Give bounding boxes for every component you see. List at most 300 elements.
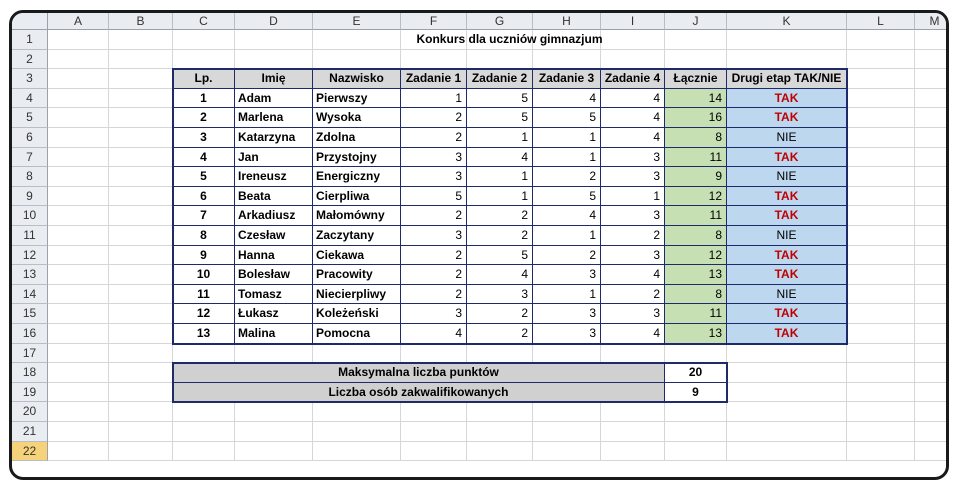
row-header-8[interactable]: 8 [12, 167, 48, 187]
grid-cell[interactable] [915, 89, 949, 109]
task4-score-cell[interactable]: 3 [601, 246, 665, 266]
task4-score-cell[interactable]: 2 [601, 285, 665, 305]
grid-cell[interactable] [313, 442, 401, 462]
grid-cell[interactable] [48, 324, 109, 344]
grid-cell[interactable] [401, 50, 467, 70]
lp-cell[interactable]: 5 [173, 167, 235, 187]
grid-cell[interactable] [48, 148, 109, 168]
task3-score-cell[interactable]: 1 [533, 148, 601, 168]
grid-cell[interactable] [915, 128, 949, 148]
select-all-corner[interactable] [12, 13, 48, 30]
grid-cell[interactable] [109, 226, 173, 246]
grid-cell[interactable] [235, 50, 313, 70]
total-score-cell[interactable]: 9 [665, 167, 727, 187]
column-header-c[interactable]: C [173, 13, 235, 30]
task1-score-cell[interactable]: 2 [401, 265, 467, 285]
row-header-5[interactable]: 5 [12, 108, 48, 128]
grid-cell[interactable] [48, 246, 109, 266]
grid-cell[interactable] [915, 187, 949, 207]
grid-cell[interactable] [109, 265, 173, 285]
task1-score-cell[interactable]: 1 [401, 89, 467, 109]
grid-cell[interactable] [48, 50, 109, 70]
grid-cell[interactable] [847, 344, 915, 364]
grid-cell[interactable] [109, 402, 173, 422]
task3-score-cell[interactable]: 4 [533, 206, 601, 226]
grid-cell[interactable] [847, 383, 915, 403]
row-header-17[interactable]: 17 [12, 344, 48, 364]
total-score-cell[interactable]: 16 [665, 108, 727, 128]
grid-cell[interactable] [915, 50, 949, 70]
grid-cell[interactable] [313, 402, 401, 422]
total-score-cell[interactable]: 14 [665, 89, 727, 109]
task3-score-cell[interactable]: 1 [533, 128, 601, 148]
lp-cell[interactable]: 8 [173, 226, 235, 246]
grid-cell[interactable] [109, 108, 173, 128]
table-header-cell[interactable]: Zadanie 3 [533, 69, 601, 89]
task2-score-cell[interactable]: 5 [467, 246, 533, 266]
total-score-cell[interactable]: 12 [665, 246, 727, 266]
last-name-cell[interactable]: Pomocna [313, 324, 401, 344]
task2-score-cell[interactable]: 1 [467, 128, 533, 148]
task2-score-cell[interactable]: 3 [467, 285, 533, 305]
grid-cell[interactable] [533, 402, 601, 422]
grid-cell[interactable] [235, 442, 313, 462]
task2-score-cell[interactable]: 1 [467, 167, 533, 187]
grid-cell[interactable] [48, 344, 109, 364]
row-header-21[interactable]: 21 [12, 422, 48, 442]
qualification-cell[interactable]: NIE [727, 128, 847, 148]
last-name-cell[interactable]: Małomówny [313, 206, 401, 226]
grid-cell[interactable] [727, 402, 847, 422]
first-name-cell[interactable]: Adam [235, 89, 313, 109]
task1-score-cell[interactable]: 2 [401, 128, 467, 148]
column-header-a[interactable]: A [48, 13, 109, 30]
first-name-cell[interactable]: Ireneusz [235, 167, 313, 187]
task1-score-cell[interactable]: 4 [401, 324, 467, 344]
grid-cell[interactable] [533, 442, 601, 462]
row-header-16[interactable]: 16 [12, 324, 48, 344]
grid-cell[interactable] [109, 383, 173, 403]
grid-cell[interactable] [847, 108, 915, 128]
lp-cell[interactable]: 13 [173, 324, 235, 344]
grid-cell[interactable] [601, 344, 665, 364]
grid-cell[interactable] [109, 89, 173, 109]
summary-value[interactable]: 20 [665, 363, 727, 383]
grid-cell[interactable] [847, 167, 915, 187]
grid-cell[interactable] [847, 148, 915, 168]
task2-score-cell[interactable]: 5 [467, 89, 533, 109]
last-name-cell[interactable]: Energiczny [313, 167, 401, 187]
grid-cell[interactable] [915, 442, 949, 462]
task3-score-cell[interactable]: 5 [533, 187, 601, 207]
task2-score-cell[interactable]: 5 [467, 108, 533, 128]
qualification-cell[interactable]: NIE [727, 226, 847, 246]
grid-cell[interactable] [915, 167, 949, 187]
qualification-cell[interactable]: TAK [727, 148, 847, 168]
task1-score-cell[interactable]: 3 [401, 148, 467, 168]
grid-cell[interactable] [401, 402, 467, 422]
grid-cell[interactable] [601, 422, 665, 442]
table-header-cell[interactable]: Zadanie 4 [601, 69, 665, 89]
row-header-2[interactable]: 2 [12, 50, 48, 70]
task2-score-cell[interactable]: 2 [467, 206, 533, 226]
last-name-cell[interactable]: Ciekawa [313, 246, 401, 266]
grid-cell[interactable] [915, 422, 949, 442]
row-header-6[interactable]: 6 [12, 128, 48, 148]
total-score-cell[interactable]: 8 [665, 128, 727, 148]
grid-cell[interactable] [401, 422, 467, 442]
grid-cell[interactable] [847, 246, 915, 266]
grid-cell[interactable] [109, 363, 173, 383]
grid-cell[interactable] [915, 324, 949, 344]
grid-cell[interactable] [109, 304, 173, 324]
task1-score-cell[interactable]: 2 [401, 108, 467, 128]
grid-cell[interactable] [727, 50, 847, 70]
task3-score-cell[interactable]: 1 [533, 226, 601, 246]
column-header-f[interactable]: F [401, 13, 467, 30]
grid-cell[interactable] [48, 265, 109, 285]
grid-cell[interactable] [847, 442, 915, 462]
task3-score-cell[interactable]: 5 [533, 108, 601, 128]
grid-cell[interactable] [915, 69, 949, 89]
row-header-9[interactable]: 9 [12, 187, 48, 207]
total-score-cell[interactable]: 8 [665, 226, 727, 246]
grid-cell[interactable] [727, 442, 847, 462]
grid-cell[interactable] [235, 402, 313, 422]
row-header-10[interactable]: 10 [12, 206, 48, 226]
table-header-cell[interactable]: Zadanie 1 [401, 69, 467, 89]
task3-score-cell[interactable]: 4 [533, 89, 601, 109]
table-header-cell[interactable]: Drugi etap TAK/NIE [727, 69, 847, 89]
grid-cell[interactable] [847, 187, 915, 207]
grid-cell[interactable] [173, 402, 235, 422]
task2-score-cell[interactable]: 2 [467, 324, 533, 344]
grid-cell[interactable] [915, 148, 949, 168]
qualification-cell[interactable]: NIE [727, 167, 847, 187]
grid-cell[interactable] [48, 128, 109, 148]
first-name-cell[interactable]: Malina [235, 324, 313, 344]
row-header-22[interactable]: 22 [12, 442, 48, 462]
column-header-b[interactable]: B [109, 13, 173, 30]
table-header-cell[interactable]: Imię [235, 69, 313, 89]
grid-cell[interactable] [847, 30, 915, 50]
grid-cell[interactable] [915, 108, 949, 128]
grid-cell[interactable] [847, 402, 915, 422]
grid-cell[interactable] [48, 89, 109, 109]
first-name-cell[interactable]: Katarzyna [235, 128, 313, 148]
row-header-13[interactable]: 13 [12, 265, 48, 285]
first-name-cell[interactable]: Beata [235, 187, 313, 207]
last-name-cell[interactable]: Niecierpliwy [313, 285, 401, 305]
grid-cell[interactable] [915, 246, 949, 266]
grid-cell[interactable] [533, 344, 601, 364]
grid-cell[interactable] [847, 128, 915, 148]
grid-cell[interactable] [915, 206, 949, 226]
task2-score-cell[interactable]: 1 [467, 187, 533, 207]
first-name-cell[interactable]: Tomasz [235, 285, 313, 305]
table-header-cell[interactable]: Łącznie [665, 69, 727, 89]
task4-score-cell[interactable]: 4 [601, 324, 665, 344]
grid-cell[interactable] [109, 167, 173, 187]
grid-cell[interactable] [665, 344, 727, 364]
first-name-cell[interactable]: Hanna [235, 246, 313, 266]
grid-cell[interactable] [915, 304, 949, 324]
task4-score-cell[interactable]: 3 [601, 206, 665, 226]
grid-cell[interactable] [467, 442, 533, 462]
task1-score-cell[interactable]: 2 [401, 285, 467, 305]
lp-cell[interactable]: 11 [173, 285, 235, 305]
row-header-3[interactable]: 3 [12, 69, 48, 89]
grid-cell[interactable] [313, 344, 401, 364]
row-header-12[interactable]: 12 [12, 246, 48, 266]
last-name-cell[interactable]: Zaczytany [313, 226, 401, 246]
grid-cell[interactable] [48, 187, 109, 207]
task1-score-cell[interactable]: 3 [401, 226, 467, 246]
last-name-cell[interactable]: Przystojny [313, 148, 401, 168]
column-header-k[interactable]: K [727, 13, 847, 30]
grid-cell[interactable] [601, 50, 665, 70]
row-header-1[interactable]: 1 [12, 30, 48, 50]
grid-cell[interactable] [915, 30, 949, 50]
total-score-cell[interactable]: 12 [665, 187, 727, 207]
grid-cell[interactable] [48, 402, 109, 422]
grid-cell[interactable] [665, 422, 727, 442]
lp-cell[interactable]: 12 [173, 304, 235, 324]
grid-cell[interactable] [847, 324, 915, 344]
column-header-i[interactable]: I [601, 13, 665, 30]
qualification-cell[interactable]: NIE [727, 285, 847, 305]
last-name-cell[interactable]: Zdolna [313, 128, 401, 148]
grid-cell[interactable] [847, 265, 915, 285]
grid-cell[interactable] [727, 383, 847, 403]
qualification-cell[interactable]: TAK [727, 246, 847, 266]
qualification-cell[interactable]: TAK [727, 89, 847, 109]
column-header-e[interactable]: E [313, 13, 401, 30]
last-name-cell[interactable]: Koleżeński [313, 304, 401, 324]
grid-cell[interactable] [915, 344, 949, 364]
grid-cell[interactable] [847, 50, 915, 70]
table-header-cell[interactable]: Zadanie 2 [467, 69, 533, 89]
grid-cell[interactable] [915, 285, 949, 305]
task1-score-cell[interactable]: 2 [401, 246, 467, 266]
lp-cell[interactable]: 10 [173, 265, 235, 285]
grid-cell[interactable] [665, 402, 727, 422]
grid-cell[interactable] [109, 30, 173, 50]
grid-cell[interactable] [313, 50, 401, 70]
task4-score-cell[interactable]: 4 [601, 89, 665, 109]
last-name-cell[interactable]: Pracowity [313, 265, 401, 285]
first-name-cell[interactable]: Jan [235, 148, 313, 168]
row-header-18[interactable]: 18 [12, 363, 48, 383]
row-header-15[interactable]: 15 [12, 304, 48, 324]
grid-cell[interactable] [467, 402, 533, 422]
grid-cell[interactable] [915, 265, 949, 285]
grid-cell[interactable] [173, 442, 235, 462]
task2-score-cell[interactable]: 2 [467, 226, 533, 246]
total-score-cell[interactable]: 13 [665, 324, 727, 344]
grid-cell[interactable] [48, 285, 109, 305]
grid-cell[interactable] [109, 285, 173, 305]
task4-score-cell[interactable]: 2 [601, 226, 665, 246]
grid-cell[interactable] [467, 344, 533, 364]
total-score-cell[interactable]: 8 [665, 285, 727, 305]
table-header-cell[interactable]: Lp. [173, 69, 235, 89]
task4-score-cell[interactable]: 1 [601, 187, 665, 207]
grid-cell[interactable] [665, 442, 727, 462]
task1-score-cell[interactable]: 3 [401, 304, 467, 324]
lp-cell[interactable]: 7 [173, 206, 235, 226]
column-header-l[interactable]: L [847, 13, 915, 30]
first-name-cell[interactable]: Czesław [235, 226, 313, 246]
qualification-cell[interactable]: TAK [727, 108, 847, 128]
task4-score-cell[interactable]: 4 [601, 128, 665, 148]
grid-cell[interactable] [109, 442, 173, 462]
task2-score-cell[interactable]: 4 [467, 148, 533, 168]
qualification-cell[interactable]: TAK [727, 187, 847, 207]
total-score-cell[interactable]: 11 [665, 148, 727, 168]
grid-cell[interactable] [48, 167, 109, 187]
task4-score-cell[interactable]: 4 [601, 108, 665, 128]
task4-score-cell[interactable]: 4 [601, 265, 665, 285]
total-score-cell[interactable]: 11 [665, 206, 727, 226]
grid-cell[interactable] [915, 226, 949, 246]
grid-cell[interactable] [847, 69, 915, 89]
total-score-cell[interactable]: 11 [665, 304, 727, 324]
grid-cell[interactable] [665, 50, 727, 70]
task3-score-cell[interactable]: 1 [533, 285, 601, 305]
lp-cell[interactable]: 4 [173, 148, 235, 168]
column-header-h[interactable]: H [533, 13, 601, 30]
grid-cell[interactable] [915, 402, 949, 422]
first-name-cell[interactable]: Łukasz [235, 304, 313, 324]
row-header-4[interactable]: 4 [12, 89, 48, 109]
grid-cell[interactable] [401, 344, 467, 364]
column-header-m[interactable]: M [915, 13, 949, 30]
grid-cell[interactable] [109, 50, 173, 70]
grid-cell[interactable] [109, 128, 173, 148]
task4-score-cell[interactable]: 3 [601, 148, 665, 168]
last-name-cell[interactable]: Wysoka [313, 108, 401, 128]
lp-cell[interactable]: 3 [173, 128, 235, 148]
last-name-cell[interactable]: Pierwszy [313, 89, 401, 109]
sheet-title[interactable]: Konkurs dla uczniów gimnazjum [173, 30, 847, 50]
first-name-cell[interactable]: Bolesław [235, 265, 313, 285]
grid-cell[interactable] [109, 187, 173, 207]
task3-score-cell[interactable]: 3 [533, 324, 601, 344]
grid-cell[interactable] [533, 50, 601, 70]
grid-cell[interactable] [48, 30, 109, 50]
task1-score-cell[interactable]: 5 [401, 187, 467, 207]
summary-label[interactable]: Maksymalna liczba punktów [173, 363, 665, 383]
grid-cell[interactable] [847, 285, 915, 305]
row-header-20[interactable]: 20 [12, 402, 48, 422]
grid-cell[interactable] [847, 206, 915, 226]
grid-cell[interactable] [313, 422, 401, 442]
row-header-14[interactable]: 14 [12, 285, 48, 305]
task1-score-cell[interactable]: 2 [401, 206, 467, 226]
grid-cell[interactable] [235, 344, 313, 364]
lp-cell[interactable]: 6 [173, 187, 235, 207]
lp-cell[interactable]: 9 [173, 246, 235, 266]
grid-cell[interactable] [173, 344, 235, 364]
qualification-cell[interactable]: TAK [727, 206, 847, 226]
qualification-cell[interactable]: TAK [727, 265, 847, 285]
lp-cell[interactable]: 2 [173, 108, 235, 128]
column-header-g[interactable]: G [467, 13, 533, 30]
grid-cell[interactable] [533, 422, 601, 442]
grid-cell[interactable] [727, 344, 847, 364]
grid-cell[interactable] [915, 383, 949, 403]
lp-cell[interactable]: 1 [173, 89, 235, 109]
grid-cell[interactable] [847, 422, 915, 442]
last-name-cell[interactable]: Cierpliwa [313, 187, 401, 207]
grid-cell[interactable] [109, 324, 173, 344]
row-header-7[interactable]: 7 [12, 148, 48, 168]
grid-cell[interactable] [601, 402, 665, 422]
column-header-d[interactable]: D [235, 13, 313, 30]
first-name-cell[interactable]: Marlena [235, 108, 313, 128]
task3-score-cell[interactable]: 3 [533, 265, 601, 285]
task3-score-cell[interactable]: 2 [533, 167, 601, 187]
grid-cell[interactable] [48, 226, 109, 246]
summary-label[interactable]: Liczba osób zakwalifikowanych [173, 383, 665, 403]
grid-cell[interactable] [109, 69, 173, 89]
grid-cell[interactable] [601, 442, 665, 462]
grid-cell[interactable] [467, 50, 533, 70]
table-header-cell[interactable]: Nazwisko [313, 69, 401, 89]
task3-score-cell[interactable]: 2 [533, 246, 601, 266]
grid-cell[interactable] [173, 422, 235, 442]
grid-cell[interactable] [847, 226, 915, 246]
grid-cell[interactable] [48, 108, 109, 128]
grid-cell[interactable] [48, 304, 109, 324]
grid-cell[interactable] [727, 363, 847, 383]
grid-cell[interactable] [847, 363, 915, 383]
grid-cell[interactable] [48, 363, 109, 383]
grid-cell[interactable] [109, 206, 173, 226]
grid-cell[interactable] [48, 69, 109, 89]
grid-cell[interactable] [109, 344, 173, 364]
summary-value[interactable]: 9 [665, 383, 727, 403]
column-header-j[interactable]: J [665, 13, 727, 30]
grid-cell[interactable] [109, 422, 173, 442]
task4-score-cell[interactable]: 3 [601, 167, 665, 187]
task2-score-cell[interactable]: 4 [467, 265, 533, 285]
grid-cell[interactable] [401, 442, 467, 462]
qualification-cell[interactable]: TAK [727, 304, 847, 324]
grid-cell[interactable] [235, 422, 313, 442]
grid-cell[interactable] [48, 442, 109, 462]
task3-score-cell[interactable]: 3 [533, 304, 601, 324]
grid-cell[interactable] [847, 304, 915, 324]
grid-cell[interactable] [48, 206, 109, 226]
row-header-11[interactable]: 11 [12, 226, 48, 246]
task1-score-cell[interactable]: 3 [401, 167, 467, 187]
grid-cell[interactable] [109, 148, 173, 168]
qualification-cell[interactable]: TAK [727, 324, 847, 344]
total-score-cell[interactable]: 13 [665, 265, 727, 285]
grid-cell[interactable] [48, 383, 109, 403]
grid-cell[interactable] [467, 422, 533, 442]
grid-cell[interactable] [109, 246, 173, 266]
grid-cell[interactable] [48, 422, 109, 442]
grid-cell[interactable] [915, 363, 949, 383]
row-header-19[interactable]: 19 [12, 383, 48, 403]
grid-cell[interactable] [727, 422, 847, 442]
task4-score-cell[interactable]: 3 [601, 304, 665, 324]
task2-score-cell[interactable]: 2 [467, 304, 533, 324]
first-name-cell[interactable]: Arkadiusz [235, 206, 313, 226]
